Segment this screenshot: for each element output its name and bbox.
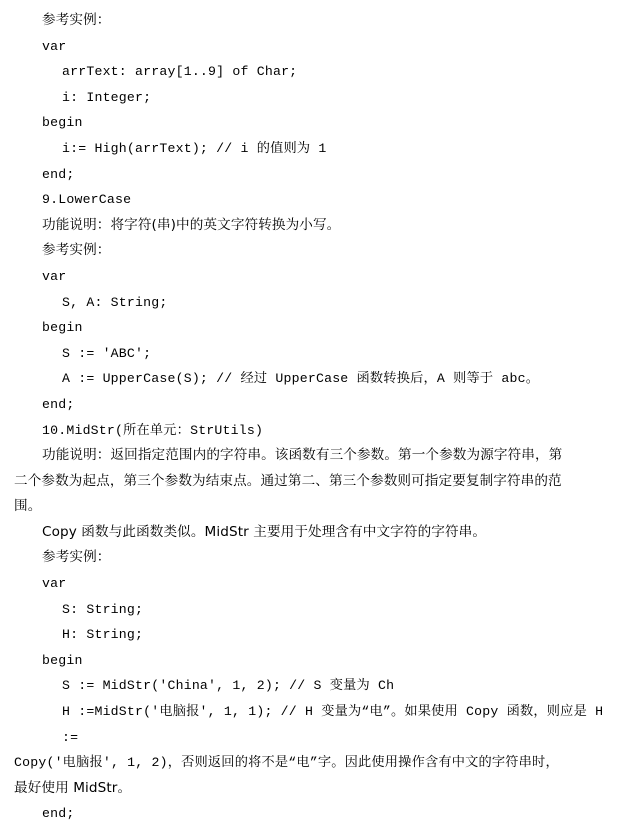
text-line: var [42,268,67,284]
text-line: begin [42,652,83,668]
text-line: 10.MidStr(所在单元：StrUtils) [42,422,264,438]
text-line: S := MidStr('China', 1, 2); // S 变量为 Ch [62,678,395,694]
text-line: i: Integer; [62,89,152,105]
text-line: begin [42,115,83,131]
text-line: 功能说明：返回指定范围内的字符串。该函数有三个参数。第一个参数为源字符串，第 [42,447,563,464]
text-line: H: String; [62,627,144,643]
text-line: 围。 [14,498,42,515]
text-line: end; [42,396,75,412]
text-line: S := 'ABC'; [62,345,152,361]
text-line: 参考实例： [42,242,111,259]
text-line: 功能说明：将字符(串)中的英文字符转换为小写。 [42,216,341,233]
text-line: begin [42,320,83,336]
text-line: var [42,576,67,592]
text-line: arrText: array[1..9] of Char; [62,64,298,80]
text-line: var [42,38,67,54]
text-line: S: String; [62,601,144,617]
text-line: 9.LowerCase [42,192,132,208]
text-line: Copy('电脑报', 1, 2)，否则返回的将不是“电”字。因此使用操作含有中文的字符串时， [14,755,559,771]
text-line: A := UpperCase(S); // 经过 UpperCase 函数转换后，A 则等于 abc。 [62,371,540,387]
text-line: 最好使用 MidStr。 [14,779,132,796]
text-line: H :=MidStr('电脑报', 1, 1); // H 变量为“电”。如果使用 Copy 函数，则应是 H := [62,704,612,745]
text-line: 参考实例： [42,12,111,28]
document-body [14,8,617,827]
text-line: Copy 函数与此函数类似。MidStr 主要用于处理含有中文字符的字符串。 [42,523,487,540]
text-line: S, A: String; [62,294,168,310]
text-line: end; [42,806,75,822]
text-line: 参考实例： [42,549,111,566]
text-line: i:= High(arrText); // i 的值则为 1 [62,140,327,156]
text-line: 二个参数为起点，第三个参数为结束点。通过第二、第三个参数则可指定要复制字符串的范 [14,472,562,489]
text-line: end; [42,166,75,182]
